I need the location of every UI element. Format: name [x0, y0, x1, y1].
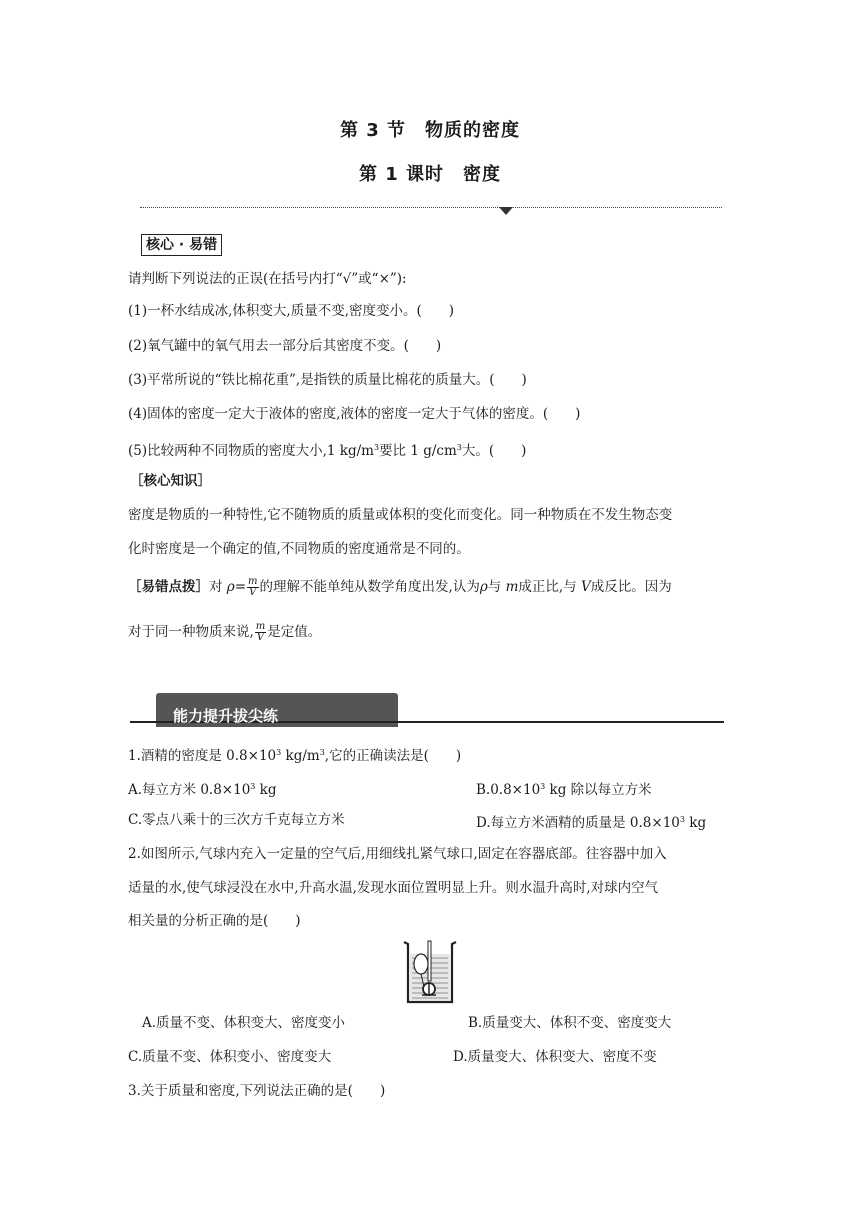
judge-item-4: (4)固体的密度一定大于液体的密度,液体的密度一定大于气体的密度。( )	[128, 406, 581, 422]
q1-option-d: D.每立方米酒精的质量是 $0.8\times 10^3$ kg	[476, 815, 707, 831]
tip-line-1: ［易错点拨］对 ρ= $\frac{m}{V}$ 的理解不能单纯从数学角度出发,认为ρ与 m成正比,与 V成反比。因为	[128, 576, 672, 598]
judge-item-1: (1)一杯水结成冰,体积变大,质量不变,密度变小。( )	[128, 303, 455, 319]
knowledge-heading: ［核心知识］	[130, 473, 211, 489]
q2-stem-line-1: 2.如图所示,气球内充入一定量的空气后,用细线扎紧气球口,固定在容器底部。往容器中加入	[128, 846, 667, 862]
section-title: 能力提升拔尖练	[173, 707, 279, 725]
tip-line-2: 对于同一种物质来说, $\frac{m}{V}$ 是定值。	[128, 621, 322, 643]
q2-stem-line-3: 相关量的分析正确的是( )	[128, 913, 301, 929]
knowledge-line-2: 化时密度是一个确定的值,不同物质的密度通常是不同的。	[128, 541, 470, 557]
core-intro: 请判断下列说法的正误(在括号内打“√”或“×”):	[128, 271, 407, 287]
knowledge-line-1: 密度是物质的一种特性,它不随物质的质量或体积的变化而变化。同一种物质在不发生物态变	[128, 507, 673, 523]
q1-option-a: A.每立方米 $0.8\times 10^3$ kg	[128, 782, 277, 798]
density-formula: $\frac{m}{V}$	[248, 576, 258, 598]
q2-option-d: D.质量变大、体积变大、密度不变	[453, 1049, 657, 1065]
q2-option-b: B.质量变大、体积不变、密度变大	[468, 1015, 672, 1031]
thermometer	[428, 941, 431, 981]
core-box-label: 核心 · 易错	[141, 234, 222, 256]
judge-item-5: (5)比较两种不同物质的密度大小,1 $kg/m^3$要比 1 $g/cm^3$大。( )	[128, 443, 527, 459]
triangle-marker-icon	[499, 207, 513, 215]
mass-volume-ratio: $\frac{m}{V}$	[255, 621, 266, 643]
lesson-subtitle: 第 1 课时 密度	[358, 164, 502, 185]
page-title: 第 3 节 物质的密度	[339, 120, 521, 141]
q2-option-a: A.质量不变、体积变大、密度变小	[142, 1015, 346, 1031]
balloon	[414, 954, 428, 974]
q1-option-b: $B.0.8\times 10^3$ kg 除以每立方米	[476, 782, 652, 798]
q2-option-c: C.质量不变、体积变小、密度变大	[128, 1049, 332, 1065]
q1-option-c: C.零点八乘十的三次方千克每立方米	[128, 812, 345, 828]
beaker-balloon-figure	[402, 938, 460, 1006]
judge-item-2: (2)氧气罐中的氧气用去一部分后其密度不变。( )	[128, 338, 442, 354]
q1-stem: 1.酒精的密度是 $0.8\times 10^3$ $kg/m^3$,它的正确读法是( )	[128, 748, 462, 764]
q2-stem-line-2: 适量的水,使气球浸没在水中,升高水温,发现水面位置明显上升。则水温升高时,对球内空气	[128, 880, 659, 896]
judge-item-3: (3)平常所说的“铁比棉花重”,是指铁的质量比棉花的质量大。( )	[128, 372, 527, 388]
q3-stem: 3.关于质量和密度,下列说法正确的是( )	[128, 1083, 386, 1099]
dotted-divider	[140, 207, 722, 208]
